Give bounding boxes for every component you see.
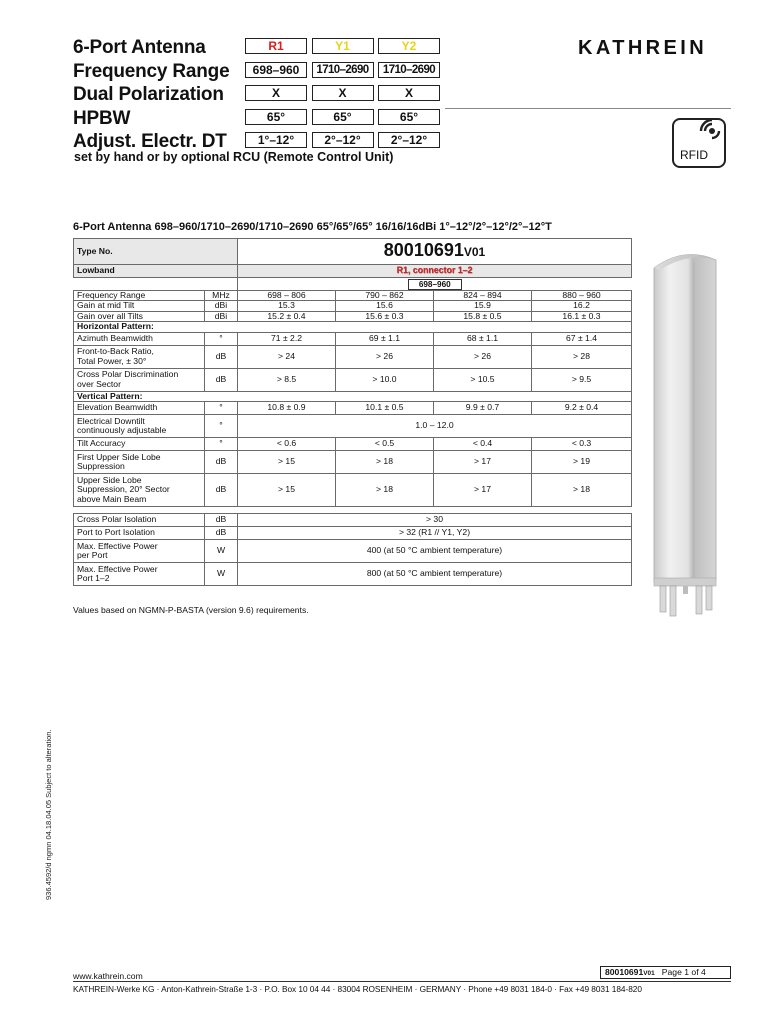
- table-cell: < 0.3: [532, 438, 632, 451]
- freq-r1: 698–960: [245, 62, 307, 78]
- lowband-label: Lowband: [74, 265, 238, 278]
- frequency-row: [245, 62, 445, 86]
- header-divider: [445, 108, 731, 109]
- ports-row: [245, 38, 445, 62]
- table-cell: > 9.5: [532, 368, 632, 391]
- table-cell: > 15: [238, 451, 336, 474]
- pol-r1: X: [245, 85, 307, 101]
- table-cell: 10.1 ± 0.5: [336, 402, 434, 415]
- row-label-line: per Port: [77, 550, 108, 561]
- table-cell: > 24: [238, 345, 336, 368]
- row-unit: dB: [205, 527, 238, 540]
- row-label: [74, 563, 205, 586]
- spec-table: [73, 238, 632, 586]
- table-cell: < 0.6: [238, 438, 336, 451]
- table-row: [74, 402, 632, 415]
- footer-url[interactable]: www.kathrein.com: [73, 971, 143, 981]
- table-row: [74, 563, 632, 586]
- footer-doc-version: V01: [643, 970, 655, 977]
- table-cell: > 26: [434, 345, 532, 368]
- label-dual-polarization: Dual Polarization: [73, 84, 224, 105]
- table-cell: 400 (at 50 °C ambient temperature): [238, 540, 632, 563]
- row-label-line: Suppression: [77, 461, 125, 472]
- dt-r1: 1°–12°: [245, 132, 307, 148]
- row-label-line: Front-to-Back Ratio,: [77, 346, 154, 357]
- footer-page-number: Page 1 of 4: [661, 967, 706, 977]
- hpbw-row: [245, 109, 445, 133]
- pol-y2: X: [378, 85, 440, 101]
- table-cell: 68 ± 1.1: [434, 332, 532, 345]
- row-label: Gain at mid Tilt: [74, 301, 205, 311]
- table-cell: 9.2 ± 0.4: [532, 402, 632, 415]
- table-cell: > 17: [434, 451, 532, 474]
- row-unit: °: [205, 415, 238, 438]
- table-cell: 1.0 – 12.0: [238, 415, 632, 438]
- table-cell: 800 (at 50 °C ambient temperature): [238, 563, 632, 586]
- table-cell: 824 – 894: [434, 291, 532, 301]
- table-cell: 880 – 960: [532, 291, 632, 301]
- spacer-row: [74, 507, 632, 514]
- lowband-row: [74, 265, 632, 278]
- type-no-value: [238, 239, 632, 265]
- row-label-line: Total Power, ± 30°: [77, 355, 147, 366]
- table-cell: 16.2: [532, 301, 632, 311]
- table-row: [74, 438, 632, 451]
- document-revision-note: 936.4592/d ngmn 04.18.04.05 Subject to alteration.: [44, 729, 53, 900]
- dt-y1: 2°–12°: [312, 132, 374, 148]
- section-heading-row: [74, 322, 632, 332]
- rfid-label: RFID: [680, 148, 708, 162]
- table-cell: > 26: [336, 345, 434, 368]
- table-cell: > 19: [532, 451, 632, 474]
- label-hpbw: HPBW: [73, 107, 131, 129]
- row-unit: dBi: [205, 311, 238, 321]
- row-label-line: Suppression, 20° Sector: [77, 484, 170, 495]
- port-y1-label: Y1: [312, 38, 374, 54]
- row-unit: W: [205, 540, 238, 563]
- header-port-grid: [245, 38, 445, 156]
- hpbw-r1: 65°: [245, 109, 307, 125]
- pol-y1: X: [312, 85, 374, 101]
- footer-doc-number: 80010691: [605, 967, 644, 977]
- row-label: Frequency Range: [74, 291, 205, 301]
- table-row: [74, 368, 632, 391]
- table-cell: < 0.5: [336, 438, 434, 451]
- footer-address: KATHREIN-Werke KG · Anton-Kathrein-Straße 1-3 · P.O. Box 10 04 44 · 83004 ROSENHEIM · GERMANY · Phone +49 8031 184-0 · Fax +49 8031 184-820: [73, 984, 642, 994]
- header-labels: [73, 36, 229, 154]
- table-cell: 15.3: [238, 301, 336, 311]
- row-unit: dB: [205, 514, 238, 527]
- table-row: [74, 332, 632, 345]
- row-label-line: Upper Side Lobe: [77, 474, 142, 485]
- row-label-line: First Upper Side Lobe: [77, 451, 161, 462]
- hpbw-y2: 65°: [378, 109, 440, 125]
- label-frequency-range: Frequency Range: [73, 60, 230, 82]
- row-unit: °: [205, 438, 238, 451]
- table-cell: 9.9 ± 0.7: [434, 402, 532, 415]
- type-no-row: [74, 239, 632, 265]
- row-label: [74, 415, 205, 438]
- row-label: Gain over all Tilts: [74, 311, 205, 321]
- port-y2-label: Y2: [378, 38, 440, 54]
- table-row: [74, 291, 632, 301]
- table-row: [74, 415, 632, 438]
- table-cell: > 17: [434, 474, 532, 507]
- row-label: [74, 540, 205, 563]
- label-adjust-electr-dt: Adjust. Electr. DT: [73, 131, 227, 152]
- table-row: [74, 514, 632, 527]
- table-cell: 69 ± 1.1: [336, 332, 434, 345]
- row-unit: W: [205, 563, 238, 586]
- row-label-line: continuously adjustable: [77, 425, 167, 436]
- row-unit: °: [205, 402, 238, 415]
- table-row: [74, 451, 632, 474]
- vertical-pattern-heading: Vertical Pattern:: [74, 391, 632, 401]
- kathrein-logo: KATHREIN: [578, 37, 708, 59]
- table-cell: > 10.5: [434, 368, 532, 391]
- table-cell: 71 ± 2.2: [238, 332, 336, 345]
- footer-divider: [73, 981, 731, 982]
- freq-y2: 1710–2690: [378, 62, 440, 78]
- table-cell: > 10.0: [336, 368, 434, 391]
- row-label-line: over Sector: [77, 378, 121, 389]
- freq-y1: 1710–2690: [312, 62, 374, 78]
- table-cell: > 30: [238, 514, 632, 527]
- row-label-line: Cross Polar Discrimination: [77, 369, 179, 380]
- row-label: Azimuth Beamwidth: [74, 332, 205, 345]
- hpbw-y1: 65°: [312, 109, 374, 125]
- row-label-line: Port 1–2: [77, 573, 110, 584]
- row-label: Cross Polar Isolation: [74, 514, 205, 527]
- polarization-row: [245, 85, 445, 109]
- label-6-port-antenna: 6-Port Antenna: [73, 37, 206, 58]
- row-unit: dBi: [205, 301, 238, 311]
- table-cell: 790 – 862: [336, 291, 434, 301]
- row-label: [74, 368, 205, 391]
- row-label-line: Max. Effective Power: [77, 540, 158, 551]
- footer-page-box: [600, 966, 731, 979]
- rfid-tag-icon: [672, 118, 726, 168]
- table-cell: > 32 (R1 // Y1, Y2): [238, 527, 632, 540]
- dt-y2: 2°–12°: [378, 132, 440, 148]
- row-unit: dB: [205, 474, 238, 507]
- type-no-label: Type No.: [74, 239, 238, 265]
- table-cell: < 0.4: [434, 438, 532, 451]
- row-label: [74, 474, 205, 507]
- antenna-product-image: [648, 250, 726, 630]
- row-unit: °: [205, 332, 238, 345]
- row-unit: dB: [205, 451, 238, 474]
- type-no-version: V01: [463, 244, 486, 259]
- table-cell: 698 – 806: [238, 291, 336, 301]
- table-cell: 15.9: [434, 301, 532, 311]
- table-cell: 67 ± 1.4: [532, 332, 632, 345]
- table-cell: > 8.5: [238, 368, 336, 391]
- table-cell: 15.8 ± 0.5: [434, 311, 532, 321]
- table-row: [74, 345, 632, 368]
- table-cell: > 28: [532, 345, 632, 368]
- row-label-line: above Main Beam: [77, 493, 147, 504]
- row-unit: MHz: [205, 291, 238, 301]
- table-cell: 15.6 ± 0.3: [336, 311, 434, 321]
- section-heading-row: [74, 391, 632, 401]
- row-label: Port to Port Isolation: [74, 527, 205, 540]
- horizontal-pattern-heading: Horizontal Pattern:: [74, 322, 632, 332]
- row-unit: dB: [205, 368, 238, 391]
- table-row: [74, 540, 632, 563]
- row-label: [74, 451, 205, 474]
- table-row: [74, 311, 632, 321]
- row-label-line: Electrical Downtilt: [77, 415, 145, 426]
- lowband-value: R1, connector 1–2: [238, 265, 632, 278]
- downtilt-row: [245, 132, 445, 156]
- footnote: Values based on NGMN-P-BASTA (version 9.6) requirements.: [73, 605, 309, 615]
- row-label: [74, 345, 205, 368]
- type-no-number: 80010691: [383, 239, 464, 260]
- table-cell: > 18: [336, 451, 434, 474]
- row-label-line: Max. Effective Power: [77, 563, 158, 574]
- spec-title: 6-Port Antenna 698–960/1710–2690/1710–2690 65°/65°/65° 16/16/16dBi 1°–12°/2°–12°/2°–12°T: [73, 221, 552, 233]
- row-label: Tilt Accuracy: [74, 438, 205, 451]
- table-row: [74, 474, 632, 507]
- table-cell: > 18: [336, 474, 434, 507]
- table-cell: 15.2 ± 0.4: [238, 311, 336, 321]
- row-unit: dB: [205, 345, 238, 368]
- table-row: [74, 527, 632, 540]
- table-row: [74, 301, 632, 311]
- table-cell: > 15: [238, 474, 336, 507]
- header-subtitle: set by hand or by optional RCU (Remote Control Unit): [74, 150, 394, 164]
- port-r1-label: R1: [245, 38, 307, 54]
- table-cell: 15.6: [336, 301, 434, 311]
- table-cell: 10.8 ± 0.9: [238, 402, 336, 415]
- table-cell: > 18: [532, 474, 632, 507]
- band-range-row: [74, 278, 632, 291]
- row-label: Elevation Beamwidth: [74, 402, 205, 415]
- table-cell: 16.1 ± 0.3: [532, 311, 632, 321]
- band-range-box: 698–960: [408, 279, 462, 290]
